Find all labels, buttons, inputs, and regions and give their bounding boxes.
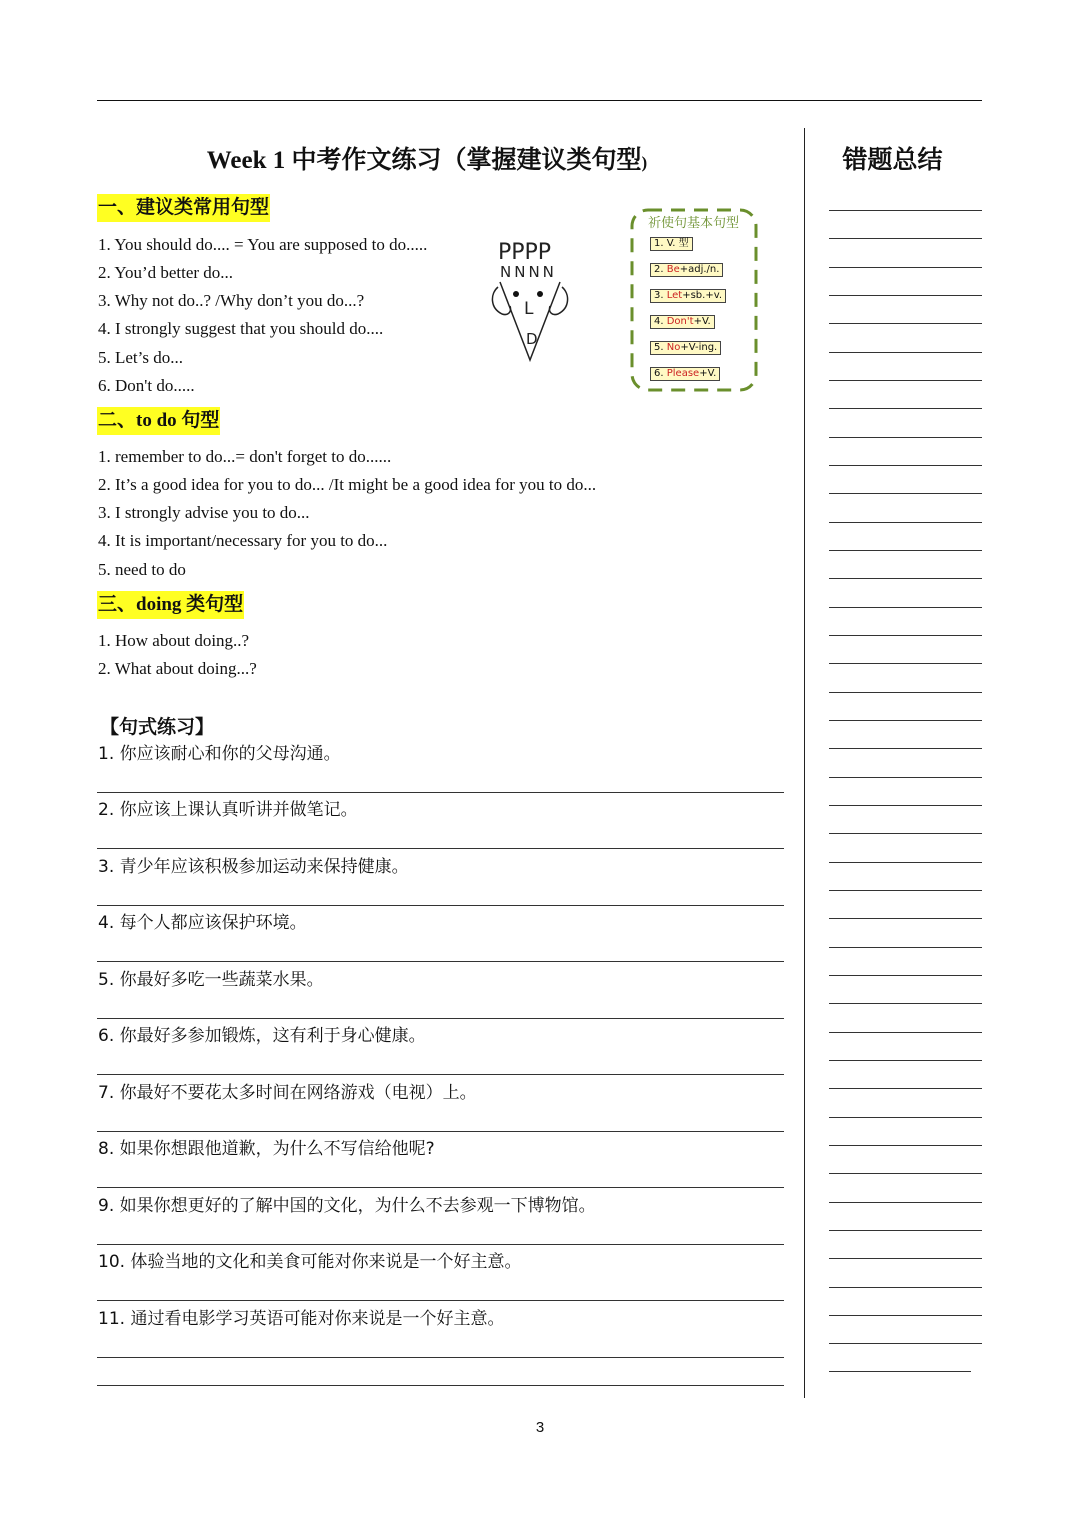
side-answer-line[interactable] [829,1088,982,1089]
list-item: 4. It is important/necessary for you to do... [98,531,388,550]
answer-line[interactable] [97,1385,784,1386]
side-answer-line[interactable] [829,692,982,693]
section-header: 一、建议类常用句型 [97,194,270,222]
list-item: 1. You should do.... = You are supposed to do..... [98,235,428,254]
side-answer-line[interactable] [829,635,982,636]
side-answer-line[interactable] [829,1343,982,1344]
side-answer-line[interactable] [829,975,982,976]
side-answer-line[interactable] [829,1315,982,1316]
answer-line[interactable] [97,1187,784,1188]
face-nose-letter: L [524,299,534,319]
answer-line[interactable] [97,1131,784,1132]
side-answer-line[interactable] [829,607,982,608]
list-item: 3. I strongly advise you to do... [98,503,310,522]
card-row: 2. Be+adj./n. [650,263,723,277]
side-answer-line[interactable] [829,1371,971,1372]
answer-line[interactable] [97,1357,784,1358]
answer-line[interactable] [97,848,784,849]
side-answer-line[interactable] [829,352,982,353]
side-answer-line[interactable] [829,1003,982,1004]
side-answer-line[interactable] [829,1117,982,1118]
face-chin-letter: D [526,330,538,348]
mnemonic-face-illustration [488,232,578,364]
list-item: 5. Let’s do... [98,348,183,367]
side-answer-line[interactable] [829,890,982,891]
card-row: 1. V. 型 [650,237,693,251]
side-answer-line[interactable] [829,550,982,551]
top-rule [97,100,982,101]
side-answer-line[interactable] [829,380,982,381]
page-number: 3 [535,1419,545,1436]
practice-item: 2. 你应该上课认真听讲并做笔记。 [98,800,358,820]
side-answer-line[interactable] [829,1258,982,1259]
side-answer-line[interactable] [829,720,982,721]
side-title: 错题总结 [842,147,943,174]
practice-item: 7. 你最好不要花太多时间在网络游戏（电视）上。 [98,1083,477,1103]
side-answer-line[interactable] [829,408,982,409]
list-item: 2. What about doing...? [98,659,257,678]
side-answer-line[interactable] [829,465,982,466]
card-row: 5. No+V-ing. [650,341,721,355]
answer-line[interactable] [97,1018,784,1019]
side-answer-line[interactable] [829,522,982,523]
side-answer-line[interactable] [829,663,982,664]
practice-item: 3. 青少年应该积极参加运动来保持健康。 [98,857,409,877]
card-row: 6. Please+V. [650,367,720,381]
list-item: 5. need to do [98,560,186,579]
section-header: 二、to do 句型 [97,407,220,435]
side-answer-line[interactable] [829,1060,982,1061]
side-answer-line[interactable] [829,578,982,579]
side-answer-line[interactable] [829,295,982,296]
practice-item: 1. 你应该耐心和你的父母沟通。 [98,744,341,764]
side-answer-line[interactable] [829,1032,982,1033]
side-answer-line[interactable] [829,748,982,749]
list-item: 2. You’d better do... [98,263,234,282]
list-item: 1. remember to do...= don't forget to do...... [98,447,392,466]
side-answer-line[interactable] [829,777,982,778]
practice-item: 8. 如果你想跟他道歉，为什么不写信给他呢? [98,1139,435,1159]
side-answer-line[interactable] [829,1202,982,1203]
practice-label: 【句式练习】 [100,717,215,738]
face-right-eye [537,291,543,297]
face-second-letters: NNNN [500,263,557,281]
side-answer-line[interactable] [829,947,982,948]
side-answer-line[interactable] [829,1287,982,1288]
side-answer-line[interactable] [829,493,982,494]
column-divider [804,128,805,1398]
answer-line[interactable] [97,1244,784,1245]
answer-line[interactable] [97,792,784,793]
side-answer-line[interactable] [829,1173,982,1174]
side-answer-line[interactable] [829,862,982,863]
practice-item: 4. 每个人都应该保护环境。 [98,913,307,933]
side-answer-line[interactable] [829,1145,982,1146]
section-header: 三、doing 类句型 [97,591,244,619]
card-title: 祈使句基本句型 [648,216,740,231]
side-answer-line[interactable] [829,833,982,834]
side-answer-line[interactable] [829,238,982,239]
list-item: 2. It’s a good idea for you to do... /It might be a good idea for you to do... [98,475,597,494]
list-item: 4. I strongly suggest that you should do.... [98,319,384,338]
face-outline [500,282,560,360]
side-answer-line[interactable] [829,210,982,211]
page-title: Week 1 中考作文练习（掌握建议类句型) [206,147,648,174]
side-answer-line[interactable] [829,1230,982,1231]
answer-line[interactable] [97,905,784,906]
practice-item: 10. 体验当地的文化和美食可能对你来说是一个好主意。 [98,1252,522,1272]
practice-item: 11. 通过看电影学习英语可能对你来说是一个好主意。 [98,1309,505,1329]
answer-line[interactable] [97,1074,784,1075]
face-left-eye [513,291,519,297]
answer-line[interactable] [97,1300,784,1301]
face-top-letters: PPPP [498,240,552,265]
list-item: 1. How about doing..? [98,631,250,650]
side-answer-line[interactable] [829,267,982,268]
list-item: 6. Don't do..... [98,376,195,395]
side-answer-line[interactable] [829,805,982,806]
list-item: 3. Why not do..? /Why don’t you do...? [98,291,365,310]
practice-item: 6. 你最好多参加锻炼，这有利于身心健康。 [98,1026,426,1046]
card-row: 4. Don't+V. [650,315,715,329]
card-row: 3. Let+sb.+v. [650,289,726,303]
side-answer-line[interactable] [829,437,982,438]
side-answer-line[interactable] [829,323,982,324]
practice-item: 5. 你最好多吃一些蔬菜水果。 [98,970,324,990]
side-answer-line[interactable] [829,918,982,919]
practice-item: 9. 如果你想更好的了解中国的文化，为什么不去参观一下博物馆。 [98,1196,596,1216]
answer-line[interactable] [97,961,784,962]
